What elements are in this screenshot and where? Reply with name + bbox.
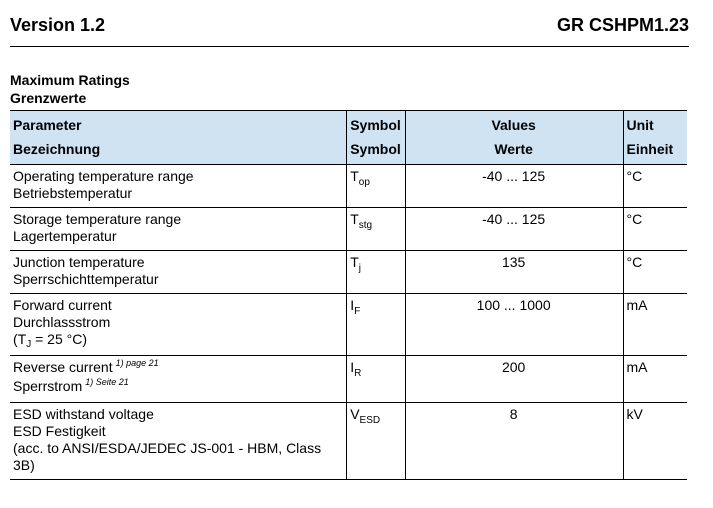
parameter-en-line bbox=[13, 359, 342, 378]
parameter-en: ESD withstand voltage bbox=[13, 406, 154, 422]
table-row bbox=[10, 403, 687, 480]
symbol-subscript: R bbox=[354, 368, 362, 379]
symbol-main: V bbox=[350, 406, 360, 422]
section-title-de: Grenzwerte bbox=[10, 90, 87, 106]
table-row bbox=[10, 251, 687, 294]
value-cell: 8 bbox=[405, 403, 623, 480]
symbol-main: I bbox=[350, 297, 355, 313]
header-symbol-de: Symbol bbox=[350, 141, 401, 157]
symbol-cell bbox=[347, 403, 406, 480]
parameter-de: Lagertemperatur bbox=[13, 228, 117, 244]
parameter-de: ESD Festigkeit bbox=[13, 423, 106, 439]
footnote-ref: 1) page 21 bbox=[115, 358, 159, 368]
condition-open: (T bbox=[13, 331, 27, 347]
document-version: Version 1.2 bbox=[10, 14, 106, 35]
parameter-cell bbox=[10, 356, 347, 403]
header-unit-de: Einheit bbox=[626, 141, 674, 157]
symbol-cell bbox=[347, 165, 406, 208]
unit-cell: mA bbox=[623, 294, 687, 356]
symbol-subscript: stg bbox=[358, 220, 373, 231]
symbol-main: T bbox=[350, 211, 359, 227]
header-parameter-de: Bezeichnung bbox=[13, 141, 101, 157]
symbol-cell bbox=[347, 356, 406, 403]
symbol-main: I bbox=[350, 359, 355, 375]
value-cell: 200 bbox=[405, 356, 623, 403]
parameter-en: Forward current bbox=[13, 297, 112, 313]
header-values-de: Werte bbox=[494, 141, 533, 157]
footnote-ref: 1) Seite 21 bbox=[85, 377, 129, 387]
value-cell: -40 ... 125 bbox=[405, 208, 623, 251]
product-code: GR CSHPM1.23 bbox=[556, 14, 689, 35]
symbol-subscript: F bbox=[354, 306, 361, 317]
table-row bbox=[10, 208, 687, 251]
header-unit bbox=[623, 111, 687, 165]
symbol-cell bbox=[347, 294, 406, 356]
maximum-ratings-table bbox=[10, 110, 687, 480]
parameter-de-line bbox=[13, 378, 342, 397]
parameter-de: Sperrschichttemperatur bbox=[13, 271, 159, 287]
parameter-cell bbox=[10, 251, 347, 294]
unit-cell: kV bbox=[623, 403, 687, 480]
unit-cell: °C bbox=[623, 165, 687, 208]
header-divider bbox=[10, 46, 689, 47]
symbol-main: T bbox=[350, 168, 359, 184]
parameter-note: (acc. to ANSI/ESDA/JEDEC JS-001 - HBM, Class 3B) bbox=[13, 440, 322, 473]
parameter-cell bbox=[10, 208, 347, 251]
header-symbol bbox=[347, 111, 406, 165]
condition-subscript: J bbox=[26, 339, 32, 350]
symbol-subscript: op bbox=[358, 177, 370, 188]
parameter-de: Durchlassstrom bbox=[13, 314, 111, 330]
header-values-en: Values bbox=[491, 117, 536, 133]
parameter-cell bbox=[10, 403, 347, 480]
section-title bbox=[10, 71, 130, 107]
header-symbol-en: Symbol bbox=[350, 117, 401, 133]
section-title-en: Maximum Ratings bbox=[10, 72, 130, 88]
parameter-cell bbox=[10, 294, 347, 356]
table-header-row bbox=[10, 111, 687, 165]
value-cell: 100 ... 1000 bbox=[405, 294, 623, 356]
value-cell: 135 bbox=[405, 251, 623, 294]
unit-cell: °C bbox=[623, 251, 687, 294]
unit-cell: °C bbox=[623, 208, 687, 251]
page-header bbox=[10, 12, 689, 38]
symbol-cell bbox=[347, 251, 406, 294]
header-parameter-en: Parameter bbox=[13, 117, 82, 133]
table-row bbox=[10, 165, 687, 208]
header-unit-en: Unit bbox=[626, 117, 654, 133]
table-row bbox=[10, 356, 687, 403]
parameter-en: Operating temperature range bbox=[13, 168, 194, 184]
value-cell: -40 ... 125 bbox=[405, 165, 623, 208]
parameter-de: Betriebstemperatur bbox=[13, 185, 133, 201]
parameter-cell bbox=[10, 165, 347, 208]
symbol-subscript: j bbox=[358, 263, 361, 274]
condition-close: = 25 °C) bbox=[31, 331, 88, 347]
symbol-cell bbox=[347, 208, 406, 251]
parameter-de: Sperrstrom bbox=[13, 378, 83, 394]
table-row bbox=[10, 294, 687, 356]
symbol-subscript: ESD bbox=[359, 415, 381, 426]
header-parameter bbox=[10, 111, 347, 165]
parameter-condition bbox=[13, 331, 342, 350]
header-values bbox=[405, 111, 623, 165]
parameter-en: Junction temperature bbox=[13, 254, 145, 270]
parameter-en: Storage temperature range bbox=[13, 211, 182, 227]
parameter-en: Reverse current bbox=[13, 359, 113, 375]
unit-cell: mA bbox=[623, 356, 687, 403]
symbol-main: T bbox=[350, 254, 359, 270]
